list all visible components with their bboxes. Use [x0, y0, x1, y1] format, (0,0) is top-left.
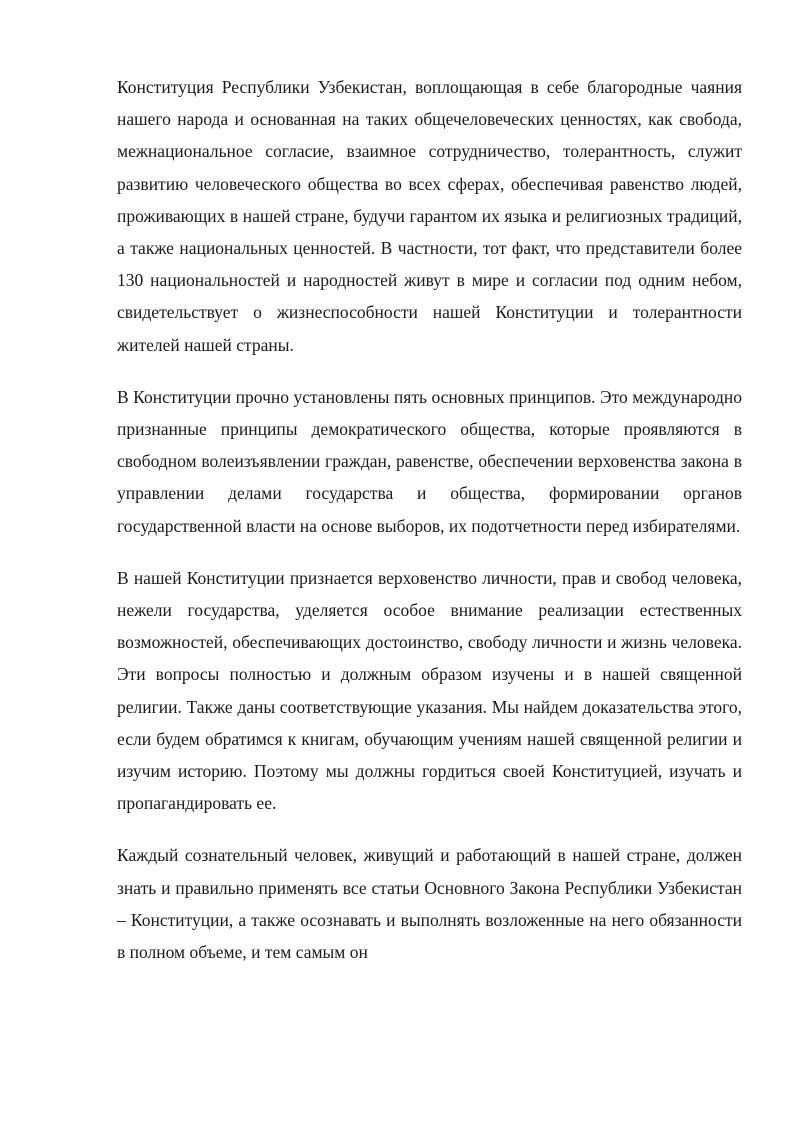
paragraph-3: В нашей Конституции признается верховенство личности, прав и свобод человека, нежели государства, уделяется особое внимание реализации естественных возможностей, обеспечивающих достоинство, свободу личности и жизнь человека. Эти вопросы полностью и должным образом изучены и в нашей священной религии. Также даны соответствующие указания. Мы найдем доказательства этого, если будем обратимся к книгам, обучающим учениям нашей священной религии и изучим историю. Поэтому мы должны гордиться своей Конституцией, изучать и пропагандировать ее.	[117, 567, 742, 814]
paragraph-2: В Конституции прочно установлены пять основных принципов. Это международно признанные принципы демократического общества, которые проявляются в свободном волеизъявлении граждан, равенстве, обеспечении верховенства закона в управлении делами государства и общества, формировании органов государственной власти на основе выборов, их подотчетности перед избирателями.	[117, 386, 742, 536]
document-page	[117, 71, 742, 988]
paragraph-1: Конституция Республики Узбекистан, воплощающая в себе благородные чаяния нашего народа и основанная на таких общечеловеческих ценностях, как свобода, межнациональное согласие, взаимное сотрудничество, толерантность, служит развитию человеческого общества во всех сферах, обеспечивая равенство людей, проживающих в нашей стране, будучи гарантом их языка и религиозных традиций, а также национальных ценностей. В частности, тот факт, что представители более 130 национальностей и народностей живут в мире и согласии под одним небом, свидетельствует о жизнеспособности нашей Конституции и толерантности жителей нашей страны.	[117, 77, 742, 355]
paragraph-4: Каждый сознательный человек, живущий и работающий в нашей стране, должен знать и правильно применять все статьи Основного Закона Республики Узбекистан – Конституции, а также осознавать и выполнять возложенные на него обязанности в полном объеме, и тем самым он	[117, 845, 742, 963]
